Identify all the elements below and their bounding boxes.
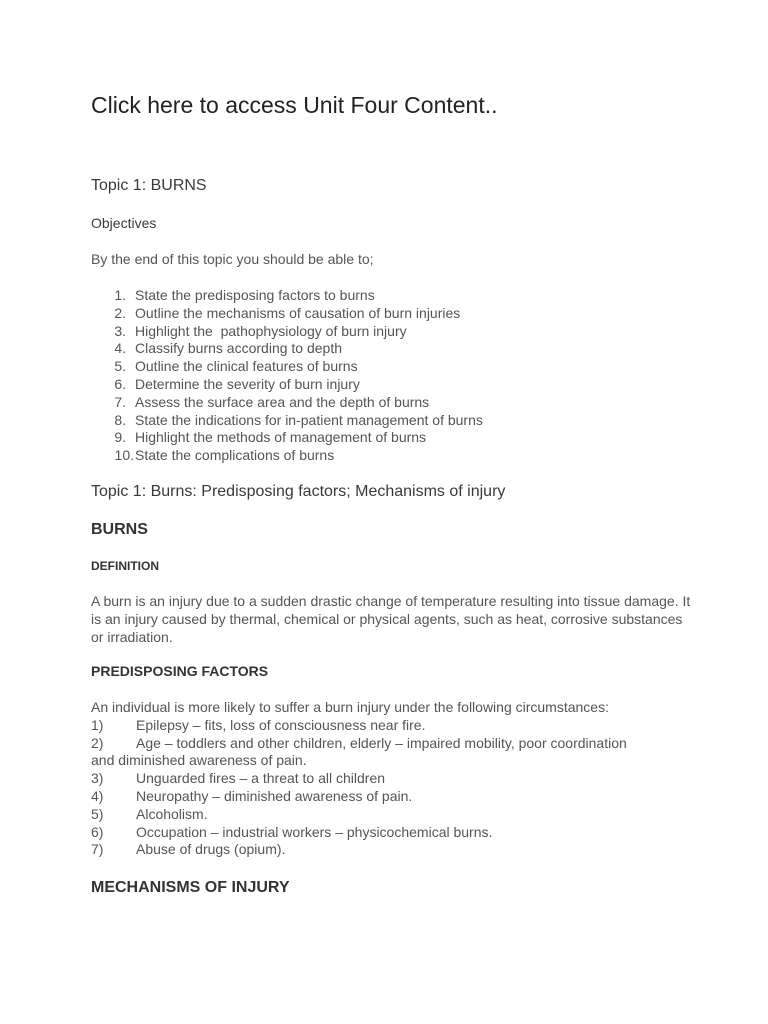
list-item: 4) Neuropathy – diminished awareness of pain. (91, 787, 413, 804)
list-item: 3) Unguarded fires – a threat to all children (91, 770, 386, 787)
objectives-list (91, 287, 483, 465)
section-subtitle: Topic 1: Burns: Predisposing factors; Mechanisms of injury (91, 483, 506, 500)
list-item: 6. Determine the severity of burn injury (114, 375, 360, 392)
list-item: 8. State the indications for in-patient management of burns (114, 411, 483, 428)
list-item: 2. Outline the mechanisms of causation of burn injuries (114, 304, 461, 321)
topic-title: Topic 1: BURNS (91, 177, 207, 194)
list-item: 5. Outline the clinical features of burns (114, 358, 358, 375)
burns-heading: BURNS (91, 521, 148, 538)
list-item: 4. Classify burns according to depth (114, 340, 342, 357)
objectives-label: Objectives (91, 215, 157, 231)
list-item: 5) Alcoholism. (91, 805, 208, 822)
list-item: 3. Highlight the pathophysiology of burn injury (114, 322, 407, 339)
definition-paragraph: A burn is an injury due to a sudden drastic change of temperature resulting into tissue damage. It is an injury caused by thermal, chemical or physical agents, such as heat, corrosive substances or irradiation. (91, 593, 691, 645)
list-item-continuation: and diminished awareness of pain. (91, 752, 307, 769)
list-item: 2) Age – toddlers and other children, elderly – impaired mobility, poor coordination (91, 734, 627, 751)
list-item: 7. Assess the surface area and the depth of burns (114, 393, 430, 410)
objectives-intro: By the end of this topic you should be able to; (91, 251, 374, 267)
mechanisms-heading: MECHANISMS OF INJURY (91, 879, 290, 896)
predisposing-factors-heading: PREDISPOSING FACTORS (91, 663, 269, 679)
list-item: 9. Highlight the methods of management of burns (114, 429, 427, 446)
list-item: 1) Epilepsy – fits, loss of consciousness near fire. (91, 716, 426, 733)
list-item: 1. State the predisposing factors to burns (114, 287, 375, 303)
list-item: 10. State the complications of burns (114, 447, 335, 464)
factors-intro: An individual is more likely to suffer a burn injury under the following circumstances: (91, 699, 609, 715)
unit-four-content-link[interactable]: Click here to access Unit Four Content.. (91, 92, 498, 118)
list-item: 6) Occupation – industrial workers – physicochemical burns. (91, 823, 493, 840)
list-item: 7) Abuse of drugs (opium). (91, 841, 286, 858)
predisposing-factors-list (91, 699, 691, 859)
definition-heading: DEFINITION (91, 559, 159, 573)
